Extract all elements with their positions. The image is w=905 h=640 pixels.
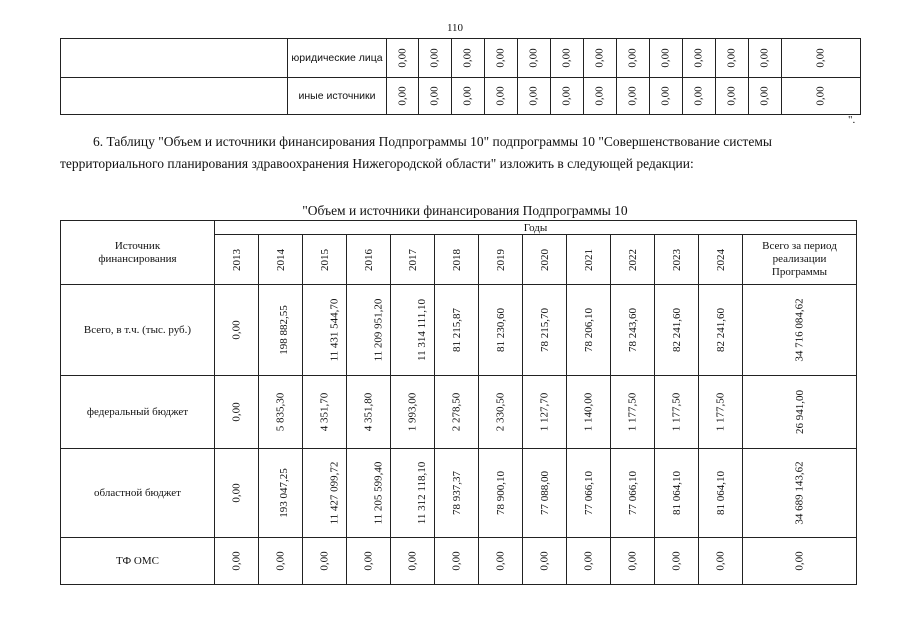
financing-value-text: 0,00 [714, 551, 727, 571]
year-header [215, 235, 259, 285]
financing-value-text: 11 314 111,10 [416, 298, 429, 362]
financing-value [391, 449, 435, 538]
top-table-value [387, 78, 419, 115]
top-table-value [782, 39, 861, 78]
closing-quote: ". [848, 114, 856, 126]
financing-value [523, 376, 567, 449]
financing-value-text: 0,00 [670, 551, 683, 571]
top-table-value-text: 0,00 [693, 86, 705, 106]
top-table [60, 38, 861, 115]
top-table-value-text: 0,00 [815, 86, 827, 106]
financing-value [303, 376, 347, 449]
year-header [303, 235, 347, 285]
financing-value-text: 198 882,55 [277, 305, 290, 355]
financing-value [567, 538, 611, 585]
instruction-paragraph [60, 131, 860, 175]
financing-value-text: 77 066,10 [627, 471, 639, 515]
financing-value-text: 78 215,70 [539, 308, 551, 352]
financing-value [479, 285, 523, 376]
top-table-value-text: 0,00 [429, 48, 441, 68]
financing-value [347, 285, 391, 376]
year-header-text: 2015 [318, 248, 331, 271]
financing-value [435, 376, 479, 449]
top-table-row [61, 78, 861, 115]
financing-value [699, 376, 743, 449]
financing-value [259, 538, 303, 585]
financing-value [391, 538, 435, 585]
table-caption: "Объем и источники финансирования Подпрограммы 10 [302, 203, 628, 218]
financing-value [391, 285, 435, 376]
top-table-value-text: 0,00 [759, 48, 771, 68]
year-header [523, 235, 567, 285]
financing-value [259, 376, 303, 449]
financing-value [347, 449, 391, 538]
financing-value-text: 11 205 599,40 [372, 461, 385, 525]
financing-value [215, 538, 259, 585]
financing-value [215, 285, 259, 376]
financing-value [215, 376, 259, 449]
financing-value-text: 4 351,80 [362, 392, 375, 432]
financing-value-text: 193 047,25 [277, 468, 290, 518]
top-table-value-text: 0,00 [627, 48, 639, 68]
top-table-value-text: 0,00 [495, 48, 507, 68]
financing-value-text: 1 127,70 [538, 392, 551, 432]
financing-value [655, 538, 699, 585]
top-table-value [584, 78, 617, 115]
financing-value-text: 0,00 [626, 551, 639, 571]
top-table-value [518, 78, 551, 115]
financing-total-text: 34 689 143,62 [793, 461, 806, 525]
total-header: Всего за период реализации Программы [743, 235, 857, 285]
top-table-value-text: 0,00 [561, 48, 573, 68]
financing-row-label: областной бюджет [61, 449, 215, 538]
page-number: 110 [446, 22, 464, 34]
top-table-row-label: иные источники [288, 78, 387, 115]
financing-value-text: 78 937,37 [451, 471, 463, 515]
paragraph-line-1: 6. Таблицу "Объем и источники финансирования Подпрограммы 10" подпрограммы 10 "Совершенствование системы [93, 134, 772, 149]
paragraph-line-2: территориального планирования здравоохранения Нижегородской области" изложить в следующей редакции: [60, 156, 694, 171]
financing-total-text: 0,00 [793, 551, 806, 571]
financing-value [479, 538, 523, 585]
financing-value [655, 285, 699, 376]
top-table-value-text: 0,00 [660, 48, 672, 68]
top-table-value-text: 0,00 [528, 48, 540, 68]
top-table-value-text: 0,00 [396, 86, 409, 106]
financing-value [215, 449, 259, 538]
financing-row [61, 449, 857, 538]
financing-total-text: 26 941,00 [793, 390, 806, 434]
top-table-value-text: 0,00 [627, 86, 639, 106]
financing-value-text: 0,00 [274, 551, 287, 571]
year-header [259, 235, 303, 285]
financing-value-text: 0,00 [362, 551, 375, 571]
financing-total-text: 34 716 084,62 [793, 298, 806, 362]
year-header-text: 2013 [230, 248, 243, 271]
financing-value-text: 1 177,50 [626, 392, 639, 432]
financing-value [435, 285, 479, 376]
financing-value [435, 449, 479, 538]
financing-value-text: 82 241,60 [671, 308, 683, 352]
financing-value [699, 449, 743, 538]
top-table-value-text: 0,00 [528, 86, 540, 106]
top-table-value [650, 78, 683, 115]
year-header [435, 235, 479, 285]
financing-total [743, 538, 857, 585]
top-table-value [650, 39, 683, 78]
financing-value-text: 2 330,50 [494, 392, 507, 432]
financing-value-text: 1 177,50 [714, 392, 727, 432]
financing-row [61, 285, 857, 376]
top-table-blank-cell [61, 39, 288, 78]
top-table-value [485, 39, 518, 78]
financing-value [479, 376, 523, 449]
financing-value [259, 285, 303, 376]
top-table-value-text: 0,00 [726, 86, 738, 106]
top-table-value [419, 39, 452, 78]
top-table-value-text: 0,00 [594, 86, 606, 106]
financing-value-text: 0,00 [230, 320, 243, 340]
financing-value [523, 538, 567, 585]
financing-value-text: 78 900,10 [495, 471, 507, 515]
year-header [479, 235, 523, 285]
financing-value-text: 81 230,60 [495, 308, 507, 352]
top-table-value-text: 0,00 [396, 48, 409, 68]
financing-value [523, 449, 567, 538]
top-table-value-text: 0,00 [495, 86, 507, 106]
financing-value-text: 77 066,10 [583, 471, 595, 515]
financing-value-text: 4 351,70 [318, 392, 331, 432]
financing-value-text: 81 064,10 [715, 471, 727, 515]
financing-value [435, 538, 479, 585]
year-header-text: 2024 [714, 248, 727, 271]
financing-value [567, 376, 611, 449]
year-header-text: 2016 [362, 248, 375, 271]
year-header-text: 2021 [582, 248, 595, 271]
years-header: Годы [215, 221, 857, 235]
top-table-value-text: 0,00 [594, 48, 606, 68]
financing-value [611, 376, 655, 449]
top-table-value [551, 78, 584, 115]
financing-value-text: 0,00 [494, 551, 507, 571]
financing-value-text: 11 427 099,72 [328, 461, 341, 525]
financing-value [523, 285, 567, 376]
financing-value-text: 11 312 118,10 [416, 461, 429, 525]
financing-row-label: федеральный бюджет [61, 376, 215, 449]
financing-value-text: 82 241,60 [715, 308, 727, 352]
year-header-text: 2022 [626, 248, 639, 271]
financing-value [655, 376, 699, 449]
financing-value [611, 285, 655, 376]
financing-value-text: 78 243,60 [627, 308, 639, 352]
top-table-value-text: 0,00 [429, 86, 441, 106]
financing-value [303, 538, 347, 585]
financing-value [259, 449, 303, 538]
financing-value-text: 11 431 544,70 [328, 298, 341, 362]
financing-value [699, 538, 743, 585]
financing-value-text: 81 215,87 [451, 308, 463, 352]
source-header: Источник финансирования [61, 221, 215, 285]
year-header [567, 235, 611, 285]
financing-value-text: 11 209 951,20 [372, 298, 385, 362]
top-table-row [61, 39, 861, 78]
financing-value-text: 0,00 [406, 551, 419, 571]
top-table-value-text: 0,00 [462, 86, 474, 106]
top-table-value-text: 0,00 [759, 86, 771, 106]
top-table-value [485, 78, 518, 115]
financing-value-text: 1 140,00 [582, 392, 595, 432]
financing-value-text: 0,00 [230, 483, 243, 503]
year-header-text: 2020 [538, 248, 551, 271]
top-table-value [683, 39, 716, 78]
year-header-text: 2019 [494, 248, 507, 271]
year-header-text: 2014 [274, 248, 287, 271]
top-table-value-text: 0,00 [726, 48, 738, 68]
top-table-value [716, 39, 749, 78]
financing-value [303, 285, 347, 376]
financing-value-text: 0,00 [450, 551, 463, 571]
year-header-text: 2018 [450, 248, 463, 271]
financing-value [699, 285, 743, 376]
top-table-value [452, 39, 485, 78]
top-table-value [617, 78, 650, 115]
top-table-value [683, 78, 716, 115]
financing-value-text: 0,00 [230, 551, 243, 571]
top-table-value [518, 39, 551, 78]
financing-value [611, 538, 655, 585]
year-header [655, 235, 699, 285]
top-table-row-label: юридические лица [288, 39, 387, 78]
financing-value-text: 77 088,00 [539, 471, 551, 515]
year-header [611, 235, 655, 285]
financing-value-text: 1 177,50 [670, 392, 683, 432]
financing-table [60, 220, 857, 585]
financing-value-text: 2 278,50 [450, 392, 463, 432]
year-header [347, 235, 391, 285]
financing-value-text: 78 206,10 [583, 308, 595, 352]
financing-total [743, 376, 857, 449]
top-table-value [749, 78, 782, 115]
top-table-value-text: 0,00 [693, 48, 705, 68]
top-table-value [749, 39, 782, 78]
financing-value-text: 0,00 [538, 551, 551, 571]
financing-value-text: 5 835,30 [274, 392, 287, 432]
financing-row [61, 538, 857, 585]
year-header-text: 2017 [406, 248, 419, 271]
financing-value [391, 376, 435, 449]
top-table-value [584, 39, 617, 78]
year-header-text: 2023 [670, 248, 683, 271]
financing-value [567, 285, 611, 376]
financing-value-text: 0,00 [230, 402, 243, 422]
financing-value-text: 1 993,00 [406, 392, 419, 432]
top-table-value [452, 78, 485, 115]
top-table-value [551, 39, 584, 78]
year-header [391, 235, 435, 285]
financing-row-label: ТФ ОМС [61, 538, 215, 585]
financing-value [347, 538, 391, 585]
financing-value [567, 449, 611, 538]
financing-row-label: Всего, в т.ч. (тыс. руб.) [61, 285, 215, 376]
financing-value [655, 449, 699, 538]
financing-total [743, 285, 857, 376]
top-table-blank-cell [61, 78, 288, 115]
year-header [699, 235, 743, 285]
top-table-value [617, 39, 650, 78]
financing-row [61, 376, 857, 449]
top-table-value-text: 0,00 [660, 86, 672, 106]
top-table-value [716, 78, 749, 115]
financing-value-text: 0,00 [318, 551, 331, 571]
financing-value [479, 449, 523, 538]
top-table-value-text: 0,00 [462, 48, 474, 68]
top-table-value-text: 0,00 [561, 86, 573, 106]
top-table-value-text: 0,00 [815, 48, 827, 68]
top-table-value [387, 39, 419, 78]
top-table-value [782, 78, 861, 115]
financing-value [303, 449, 347, 538]
financing-value-text: 81 064,10 [671, 471, 683, 515]
financing-value [611, 449, 655, 538]
financing-total [743, 449, 857, 538]
financing-value [347, 376, 391, 449]
top-table-value [419, 78, 452, 115]
financing-value-text: 0,00 [582, 551, 595, 571]
